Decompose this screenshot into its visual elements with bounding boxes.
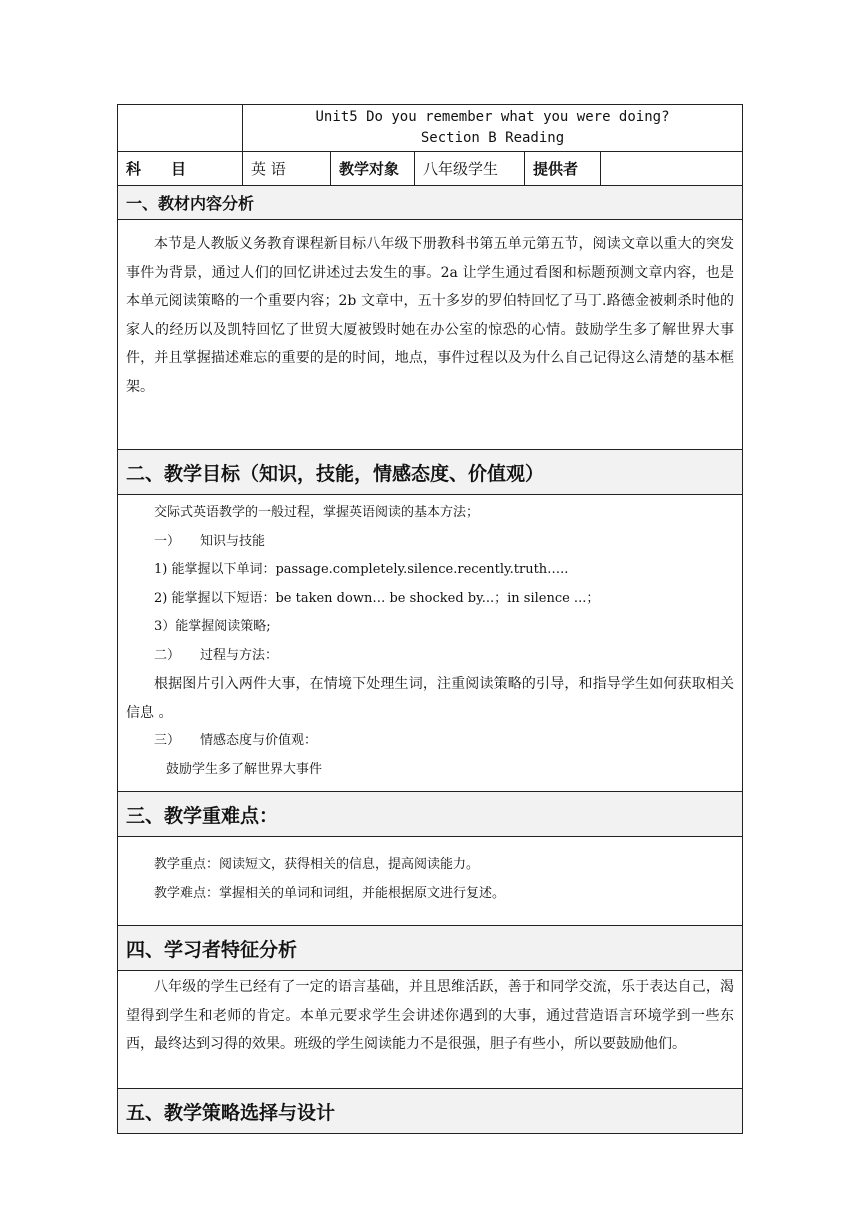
sub3-number: 三）	[154, 733, 181, 748]
key-point: 教学重点：阅读短文，获得相关的信息，提高阅读能力。	[154, 857, 480, 872]
sub1-label: 知识与技能	[200, 533, 266, 549]
process-paragraph: 根据图片引入两件大事，在情境下处理生词，注重阅读策略的引导，和指导学生如何获取相关信息 。	[126, 676, 735, 721]
section4-content	[118, 971, 743, 1089]
section4-paragraph: 八年级的学生已经有了一定的语言基础，并且思维活跃，善于和同学交流，乐于表达自己，渴望得到学生和老师的肯定。本单元要求学生会讲述你遇到的大事，通过营造语言环境学到一些东西，最终达到习得的效果。班级的学生阅读能力不是很强，胆子有些小，所以要鼓励他们。	[126, 979, 735, 1052]
provider-label: 提供者	[525, 152, 601, 186]
subject-value: 英 语	[243, 152, 331, 186]
lesson-title-line1: Unit5 Do you remember what you were doing?	[315, 109, 670, 125]
section2-content	[118, 495, 743, 792]
section3-heading-row	[118, 792, 743, 837]
title-row	[118, 105, 743, 152]
sub1-number: 一）	[154, 533, 181, 549]
section5-heading: 五、教学策略选择与设计	[118, 1089, 743, 1134]
info-row	[118, 152, 743, 186]
section3-heading: 三、教学重难点：	[118, 792, 743, 837]
sub2-number: 二）	[154, 647, 181, 663]
section4-content-row	[118, 971, 743, 1089]
objective-item-1: 1) 能掌握以下单词：passage.completely.silence.recently.truth…..	[154, 562, 569, 577]
objectives-subheading-2	[126, 642, 734, 671]
section1-heading: 一、教材内容分析	[118, 186, 743, 220]
lesson-title	[243, 105, 743, 152]
audience-label: 教学对象	[331, 152, 415, 186]
section2-content-row	[118, 495, 743, 792]
section4-heading: 四、学习者特征分析	[118, 926, 743, 971]
lesson-plan-table	[117, 104, 743, 1134]
section2-heading: 二、教学目标（知识，技能，情感态度、价值观）	[118, 450, 743, 495]
section1-paragraph: 本节是人教版义务教育课程新目标八年级下册教科书第五单元第五节，阅读文章以重大的突发事件为背景，通过人们的回忆讲述过去发生的事。2a 让学生通过看图和标题预测文章内容，也是本单元阅读策略的一个重要内容；2b 文章中，五十多岁的罗伯特回忆了马丁.路德金被刺杀时他的家人的经历以及凯特回忆了世贸大厦被毁时她在办公室的惊恐的心情。鼓励学生多了解世界大事件，并且掌握描述难忘的重要的是的时间，地点，事件过程以及为什么自己记得这么清楚的基本框架。	[126, 236, 735, 395]
objectives-subheading-3	[126, 727, 734, 756]
section1-heading-row	[118, 186, 743, 220]
section3-content	[118, 837, 743, 926]
section1-content	[118, 220, 743, 450]
sub2-label: 过程与方法：	[200, 647, 279, 663]
sub3-label: 情感态度与价值观：	[200, 733, 318, 748]
section2-heading-row	[118, 450, 743, 495]
section3-content-row	[118, 837, 743, 926]
provider-value	[601, 152, 743, 186]
objective-item-2: 2) 能掌握以下短语：be taken down… be shocked by...；in silence ...；	[154, 590, 600, 606]
attitude-text: 鼓励学生多了解世界大事件	[166, 761, 323, 777]
objective-item-3: 3）能掌握阅读策略;	[154, 619, 271, 634]
lesson-title-line2: Section B Reading	[420, 130, 565, 146]
lesson-plan-document	[117, 104, 742, 1134]
section4-heading-row	[118, 926, 743, 971]
title-blank-cell	[118, 105, 243, 152]
objectives-subheading-1	[126, 528, 734, 557]
section1-content-row	[118, 220, 743, 450]
objectives-intro: 交际式英语教学的一般过程，掌握英语阅读的基本方法；	[154, 505, 480, 520]
audience-value: 八年级学生	[415, 152, 525, 186]
difficult-point: 教学难点：掌握相关的单词和词组，并能根据原文进行复述。	[154, 885, 506, 901]
section5-heading-row	[118, 1089, 743, 1134]
subject-label: 科 目	[118, 152, 243, 186]
